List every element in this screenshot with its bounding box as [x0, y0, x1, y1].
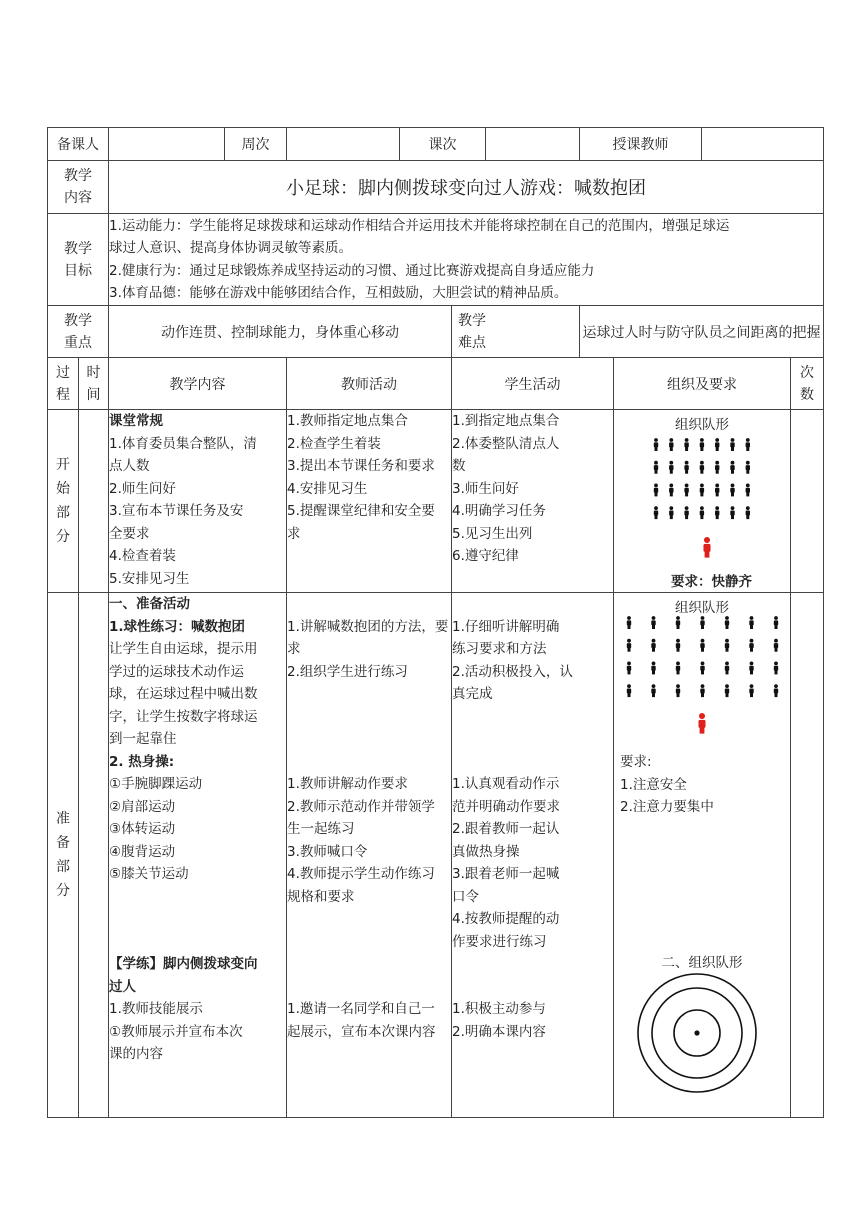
- col-count-l2: 数: [800, 386, 814, 403]
- student-figure: [730, 438, 734, 451]
- student-figure: [749, 616, 753, 629]
- prep-student-line: 作要求进行练习: [452, 933, 547, 950]
- prep-teacher-line: 1.邀请一名同学和自己一: [287, 1001, 435, 1017]
- student-figure: [725, 684, 729, 697]
- col-count-l1: 次: [800, 364, 814, 381]
- student-figure: [700, 461, 704, 474]
- student-figure: [715, 461, 719, 474]
- student-figure: [654, 484, 658, 497]
- col-time: [79, 358, 109, 410]
- start-content-line: 全要求: [109, 525, 150, 542]
- student-figure: [651, 616, 655, 629]
- prep-ball-line: 到一起靠住: [109, 731, 177, 747]
- prep-student-line: 练习要求和方法: [452, 641, 547, 657]
- prep-teacher-line: 规格和要求: [287, 888, 355, 905]
- student-figure: [700, 484, 704, 497]
- student-figure: [627, 616, 631, 629]
- student-figures: [654, 438, 750, 519]
- start-student-line: 5.见习生出列: [452, 525, 533, 542]
- start-count: [791, 410, 824, 593]
- start-org: [614, 410, 791, 593]
- prep-teacher-line: 4.教师提示学生动作练习: [287, 866, 435, 882]
- spacer: [109, 886, 286, 909]
- student-figure: [684, 484, 688, 497]
- student-figure: [730, 506, 734, 519]
- key-label: [48, 306, 109, 358]
- student-figure: [715, 484, 719, 497]
- prep-section-title: 一、准备活动: [109, 596, 190, 612]
- week-label: 周次: [225, 128, 287, 161]
- header-row: [48, 128, 824, 161]
- student-figure: [725, 616, 729, 629]
- student-figure: [725, 639, 729, 652]
- start-teacher-line: 求: [287, 525, 301, 542]
- spacer: [109, 931, 286, 954]
- start-formation-diagram: [614, 410, 791, 592]
- prep-teacher-line: 1.讲解喊数抱团的方法，要: [287, 618, 449, 635]
- prep-teacher-line: 生一起练习: [287, 821, 355, 837]
- spacer: [287, 953, 451, 976]
- prep-ball-line: 让学生自由运球，提示用: [109, 641, 258, 657]
- prep-time: [79, 593, 109, 1118]
- col-student: 学生活动: [452, 358, 614, 410]
- stage-char: 部: [56, 505, 70, 521]
- stage-char: 分: [56, 529, 70, 545]
- prep-teacher: [287, 593, 452, 1118]
- spacer: [452, 728, 613, 751]
- student-figure: [749, 662, 753, 675]
- student-figure: [715, 438, 719, 451]
- student-figure: [774, 662, 778, 675]
- spacer: [109, 908, 286, 931]
- start-content-line: 点人数: [109, 458, 150, 474]
- start-student-line: 6.遵守纪律: [452, 548, 519, 564]
- start-content-title: 课堂常规: [109, 413, 163, 429]
- start-content: [109, 410, 287, 593]
- objectives-row: [48, 214, 824, 306]
- student-figure: [774, 616, 778, 629]
- content-label: [48, 161, 109, 214]
- start-org-title: 组织队形: [675, 417, 729, 433]
- student-figure: [749, 639, 753, 652]
- student-figure: [676, 684, 680, 697]
- prep-org-req-item: 2.注意力要集中: [620, 799, 714, 815]
- key-label-line2: 重点: [64, 334, 92, 351]
- spacer: [287, 976, 451, 999]
- difficulty-label-line2: 难点: [458, 334, 486, 351]
- student-figure: [669, 461, 673, 474]
- student-figure: [746, 461, 750, 474]
- student-figure: [676, 639, 680, 652]
- start-student-line: 数: [452, 458, 466, 474]
- prep-practice-title: 【学练】脚内侧拨球变向: [109, 956, 258, 972]
- student-figure: [730, 461, 734, 474]
- col-process-l2: 程: [56, 386, 70, 403]
- start-teacher-line: 2.检查学生着装: [287, 435, 381, 452]
- prep-teacher-line: 2.教师示范动作并带领学: [287, 798, 435, 815]
- prep-warm-item: ④腹背运动: [109, 843, 176, 860]
- objectives-text: [109, 214, 824, 306]
- spacer: [287, 728, 451, 751]
- prep-practice-item: 课的内容: [109, 1046, 163, 1062]
- prep-student-line: 2.跟着教师一起认: [452, 821, 560, 837]
- key-text: 动作连贯、控制球能力，身体重心移动: [109, 306, 452, 358]
- prep-student-line: 真完成: [452, 686, 493, 702]
- preparer-value[interactable]: [109, 128, 225, 161]
- teacher-value[interactable]: [702, 128, 824, 161]
- col-teacher: 教师活动: [287, 358, 452, 410]
- start-student-line: 1.到指定地点集合: [452, 413, 560, 429]
- prep-practice-item: 1.教师技能展示: [109, 1001, 203, 1017]
- prep-student-line: 口令: [452, 888, 479, 905]
- stage-char: 开: [56, 457, 70, 473]
- prep-student-line: 4.按教师提醒的动: [452, 911, 560, 927]
- spacer: [452, 593, 613, 616]
- lesson-plan-table: [47, 127, 824, 1118]
- stage-char: 备: [56, 835, 70, 851]
- prep-ball-line: 学过的运球技术动作运: [109, 663, 244, 680]
- prep-student-line: 2.活动积极投入，认: [452, 663, 573, 680]
- content-row: [48, 161, 824, 214]
- start-stage-label: [48, 410, 79, 593]
- preparer-label: 备课人: [48, 128, 109, 161]
- teacher-label: 授课教师: [580, 128, 702, 161]
- spacer: [287, 683, 451, 706]
- lesson-value[interactable]: [486, 128, 580, 161]
- week-value[interactable]: [287, 128, 400, 161]
- teacher-figure: [703, 537, 710, 558]
- prep-org-title: 组织队形: [675, 600, 729, 616]
- student-figure: [676, 662, 680, 675]
- student-figure: [684, 506, 688, 519]
- start-student-line: 3.师生问好: [452, 480, 519, 497]
- student-figure: [684, 461, 688, 474]
- student-figure: [715, 506, 719, 519]
- student-figures: [627, 616, 778, 697]
- start-time: [79, 410, 109, 593]
- prep-stage-label: [48, 593, 79, 1118]
- prep-warm-item: ①手腕脚踝运动: [109, 776, 203, 792]
- objectives-label-line1: 教学: [64, 240, 92, 257]
- student-figure: [627, 662, 631, 675]
- student-figure: [654, 506, 658, 519]
- prep-warm-item: ⑤膝关节运动: [109, 866, 189, 882]
- student-figure: [627, 639, 631, 652]
- student-figure: [654, 461, 658, 474]
- key-row: [48, 306, 824, 358]
- student-figure: [669, 506, 673, 519]
- col-org: 组织及要求: [614, 358, 791, 410]
- student-figure: [730, 484, 734, 497]
- teacher-figure-icon: [698, 713, 705, 734]
- stage-char: 始: [56, 481, 70, 497]
- student-figure: [700, 506, 704, 519]
- start-student-line: 4.明确学习任务: [452, 503, 546, 519]
- teacher-figure: [698, 713, 705, 734]
- prep-warm-title: 2. 热身操:: [109, 753, 175, 770]
- student-figure: [651, 662, 655, 675]
- start-content-line: 4.检查着装: [109, 548, 176, 564]
- start-content-line: 3.宣布本节课任务及安: [109, 503, 244, 519]
- start-teacher-line: 1.教师指定地点集合: [287, 413, 408, 429]
- difficulty-label: [452, 306, 580, 358]
- prep-teacher-line: 起展示，宣布本次课内容: [287, 1023, 436, 1040]
- prep-teacher-line: 1.教师讲解动作要求: [287, 776, 408, 792]
- teacher-figure-icon: [703, 537, 710, 558]
- content-label-line2: 内容: [64, 190, 92, 206]
- student-figure: [684, 438, 688, 451]
- stage-char: 分: [56, 883, 70, 899]
- stage-char: 准: [56, 811, 70, 827]
- prep-org-req-title: 要求:: [620, 754, 652, 770]
- spacer: [287, 706, 451, 729]
- prep-org: [614, 593, 791, 1118]
- prep-student: [452, 593, 614, 1118]
- prep-student-line: 1.认真观看动作示: [452, 776, 560, 792]
- start-content-line: 2.师生问好: [109, 480, 176, 497]
- student-figure: [627, 684, 631, 697]
- column-header-row: [48, 358, 824, 410]
- spacer: [452, 751, 613, 774]
- objective-line: 球过人意识、提高身体协调灵敏等素质。: [109, 240, 352, 256]
- student-figure: [746, 438, 750, 451]
- student-figure: [774, 684, 778, 697]
- student-figure: [676, 616, 680, 629]
- prep-teacher-line: 2.组织学生进行练习: [287, 663, 408, 680]
- prep-org-req-item: 1.注意安全: [620, 776, 687, 793]
- col-process: [48, 358, 79, 410]
- student-figure: [746, 506, 750, 519]
- stage-char: 部: [56, 859, 70, 875]
- col-process-l1: 过: [56, 364, 70, 381]
- prep-org-requirements: [620, 751, 714, 819]
- prep-practice-item: ①教师展示并宣布本次: [109, 1023, 243, 1040]
- difficulty-text: 运球过人时与防守队员之间距离的把握: [580, 306, 824, 358]
- start-org-requirement: 要求：快静齐: [671, 574, 752, 590]
- start-section-row: [48, 410, 824, 593]
- start-student: [452, 410, 614, 593]
- lesson-label: 课次: [400, 128, 486, 161]
- difficulty-label-line1: 教学: [458, 312, 486, 329]
- spacer: [287, 931, 451, 954]
- key-label-line1: 教学: [64, 312, 92, 329]
- start-student-line: 2.体委整队清点人: [452, 435, 560, 452]
- col-content: 教学内容: [109, 358, 287, 410]
- objectives-label-line2: 目标: [64, 262, 92, 279]
- student-figure: [651, 684, 655, 697]
- objective-line: 2.健康行为：通过足球锻炼养成坚持运动的习惯、通过比赛游戏提高自身适应能力: [109, 262, 595, 279]
- student-figure: [700, 684, 704, 697]
- student-figure: [774, 639, 778, 652]
- student-figure: [725, 662, 729, 675]
- spacer: [287, 751, 451, 774]
- objectives-label: [48, 214, 109, 306]
- col-count: [791, 358, 824, 410]
- start-teacher-line: 5.提醒课堂纪律和安全要: [287, 503, 435, 519]
- prep-content: [109, 593, 287, 1118]
- student-figure: [749, 684, 753, 697]
- prep-ball-line: 字，让学生按数字将球运: [109, 708, 258, 725]
- student-figure: [700, 662, 704, 675]
- prep-org2-title: 二、组织队形: [661, 955, 743, 971]
- prep-student-line: 2.明确本课内容: [452, 1023, 546, 1040]
- prep-practice-title: 过人: [109, 978, 136, 995]
- circle-formation: [638, 974, 756, 1092]
- prep-warm-item: ②肩部运动: [109, 798, 176, 815]
- start-teacher-line: 3.提出本节课任务和要求: [287, 458, 435, 474]
- student-figure: [700, 438, 704, 451]
- spacer: [452, 976, 613, 999]
- student-figure: [669, 484, 673, 497]
- prep-count: [791, 593, 824, 1118]
- student-figure: [654, 438, 658, 451]
- student-figure: [700, 639, 704, 652]
- student-figure: [651, 639, 655, 652]
- spacer: [452, 706, 613, 729]
- student-figure: [700, 616, 704, 629]
- objective-line: 1.运动能力：学生能将足球拨球和运球动作相结合并运用技术并能将球控制在自己的范围内，增强足球运: [109, 217, 730, 234]
- prep-teacher-line: 3.教师喊口令: [287, 843, 368, 860]
- spacer: [287, 593, 451, 616]
- spacer: [287, 908, 451, 931]
- prep-student-line: 1.积极主动参与: [452, 1001, 546, 1017]
- student-figure: [746, 484, 750, 497]
- prep-teacher-line: 求: [287, 641, 301, 657]
- prep-student-line: 真做热身操: [452, 843, 520, 860]
- prep-student-line: 1.仔细听讲解明确: [452, 618, 560, 635]
- start-teacher-line: 4.安排见习生: [287, 480, 368, 497]
- col-time-l1: 时: [86, 364, 101, 381]
- prep-section-row: [48, 593, 824, 1118]
- prep-student-line: 3.跟着老师一起喊: [452, 866, 560, 882]
- start-teacher: [287, 410, 452, 593]
- start-content-line: 1.体育委员集合整队，清: [109, 435, 257, 452]
- start-content-line: 5.安排见习生: [109, 570, 190, 587]
- prep-ball-line: 球，在运球过程中喊出数: [109, 686, 258, 702]
- lesson-title: 小足球：脚内侧拨球变向过人游戏：喊数抱团: [109, 161, 824, 214]
- spacer: [452, 953, 613, 976]
- prep-ball-title: 1.球性练习：喊数抱团: [109, 618, 246, 635]
- objective-line: 3.体育品德：能够在游戏中能够团结合作，互相鼓励，大胆尝试的精神品质。: [109, 285, 568, 301]
- prep-formation-diagram: [614, 593, 791, 1117]
- content-label-line1: 教学: [64, 168, 92, 184]
- student-figure: [669, 438, 673, 451]
- prep-warm-item: ③体转运动: [109, 821, 176, 837]
- center-dot: [694, 1030, 699, 1035]
- col-time-l2: 间: [86, 386, 101, 403]
- prep-student-line: 范并明确动作要求: [452, 798, 560, 815]
